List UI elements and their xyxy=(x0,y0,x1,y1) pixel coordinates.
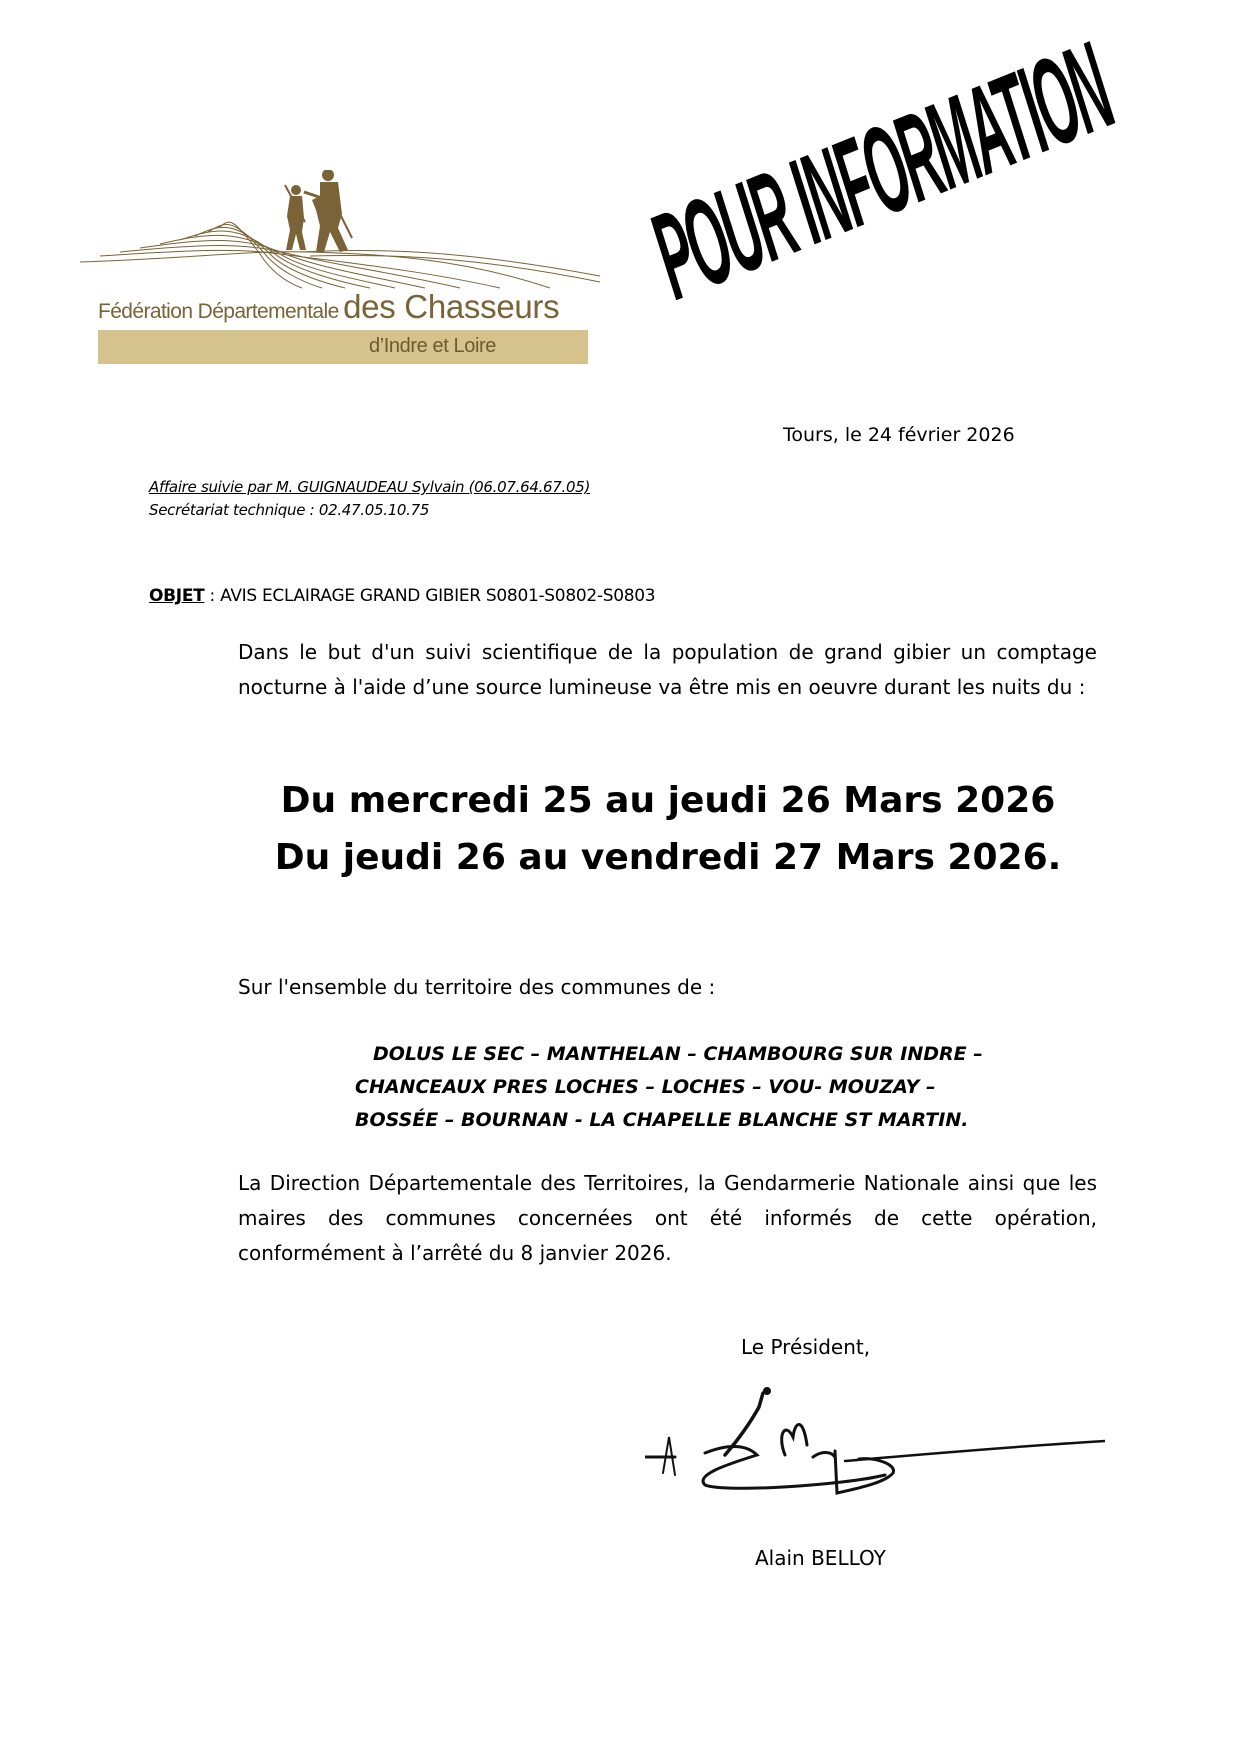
handwritten-signature-icon xyxy=(645,1385,1105,1510)
place-date: Tours, le 24 février 2026 xyxy=(783,424,1015,446)
logo-title-small: Fédération Départementale xyxy=(98,300,339,323)
secretariat-line: Secrétariat technique : 02.47.05.10.75 xyxy=(149,501,430,519)
logo-title-big: des Chasseurs xyxy=(343,288,560,325)
communes-line: CHANCEAUX PRES LOCHES – LOCHES – VOU- MOUZAY – xyxy=(355,1076,936,1098)
objet-label: OBJET xyxy=(149,586,205,606)
date-range-2: Du jeudi 26 au vendredi 27 Mars 2026. xyxy=(274,837,1062,878)
communes-list xyxy=(355,1038,1097,1137)
communes-line: BOSSÉE – BOURNAN - LA CHAPELLE BLANCHE ST MARTIN. xyxy=(355,1109,969,1131)
logo-band xyxy=(98,330,588,364)
objet-text: AVIS ECLAIRAGE GRAND GIBIER S0801-S0802-S0803 xyxy=(220,586,656,606)
contact-line: Affaire suivie par M. GUIGNAUDEAU Sylvain (06.07.64.67.05) xyxy=(149,478,591,496)
hunters-landscape-icon xyxy=(80,170,600,290)
communes-intro: Sur l'ensemble du territoire des communes de : xyxy=(238,975,716,999)
dates-block xyxy=(200,772,1136,886)
closing-paragraph: La Direction Départementale des Territoires, la Gendarmerie Nationale ainsi que les maires des communes concernées ont été informés de cette opération, conformément à l’arrêté du 8 janvier 2026. xyxy=(238,1171,1097,1265)
communes-line: DOLUS LE SEC – MANTHELAN – CHAMBOURG SUR INDRE – xyxy=(373,1043,983,1065)
logo-title xyxy=(98,288,559,326)
objet-separator: : xyxy=(204,586,221,606)
logo-subtitle: d’Indre et Loire xyxy=(368,335,496,357)
stamp-text: POUR INFORMATION xyxy=(633,18,1129,326)
date-range-1: Du mercredi 25 au jeudi 26 Mars 2026 xyxy=(280,780,1056,821)
signatory-name: Alain BELLOY xyxy=(755,1546,886,1570)
pour-information-stamp xyxy=(633,18,1200,380)
signatory-title: Le Président, xyxy=(741,1335,871,1359)
intro-paragraph: Dans le but d'un suivi scientifique de la population de grand gibier un comptage nocturne à l'aide d’une source lumineuse va être mis en oeuvre durant les nuits du : xyxy=(238,640,1097,699)
federation-logo xyxy=(80,170,600,370)
objet-line xyxy=(149,586,655,606)
